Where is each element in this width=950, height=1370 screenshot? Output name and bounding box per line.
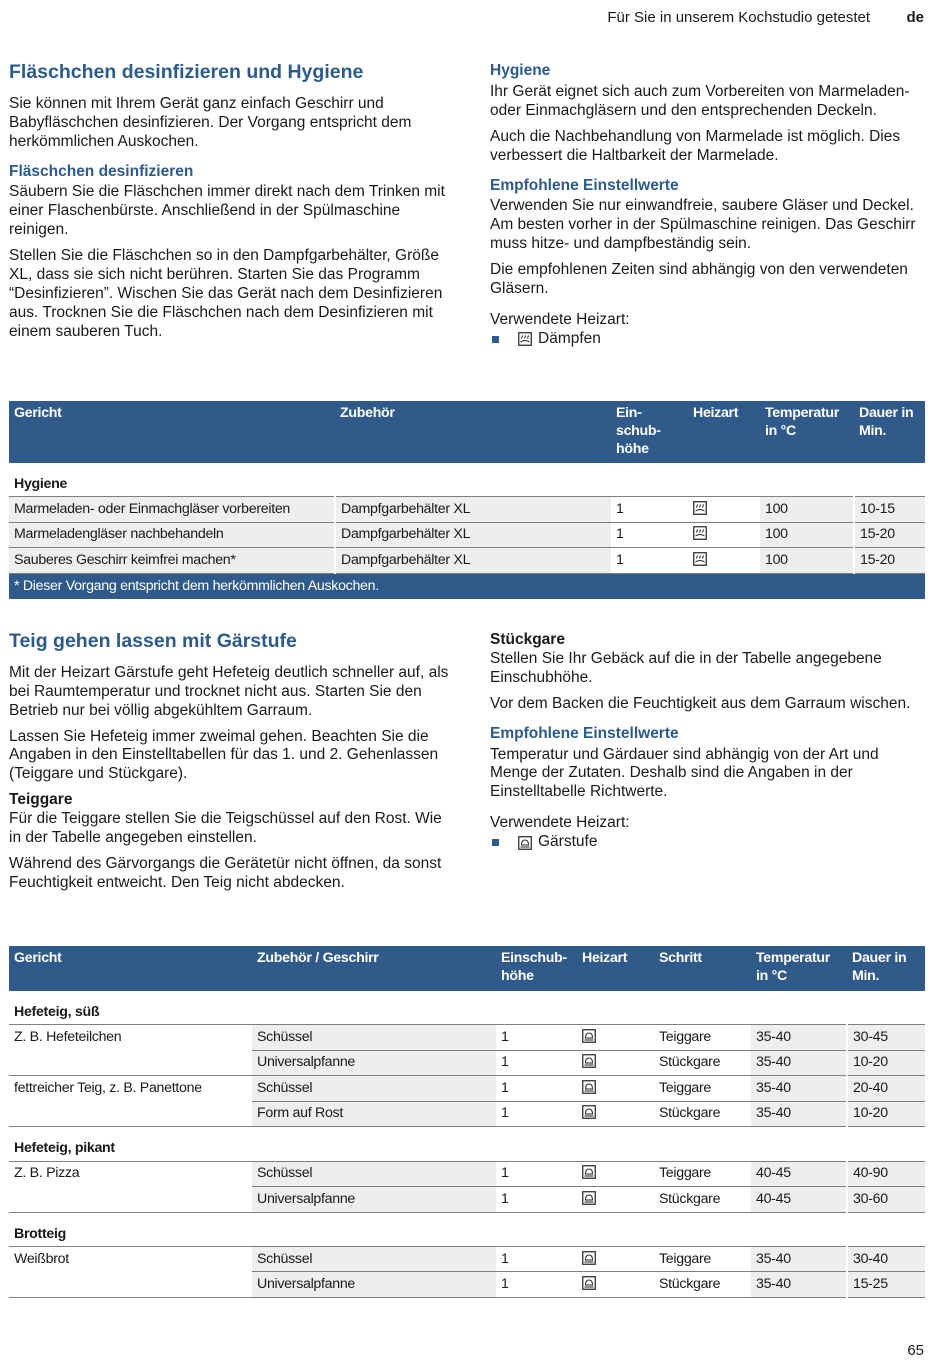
bullet-square [492, 336, 499, 343]
heizart-item [490, 833, 930, 852]
cell-accessory: Schüssel [252, 1076, 496, 1102]
cell-time: 20-40 [847, 1076, 925, 1102]
col-header-level: Einschub- höhe [496, 946, 577, 991]
cell-accessory: Universalpfanne [252, 1187, 496, 1213]
paragraph: Stellen Sie Ihr Gebäck auf die in der Tabelle angegebene Einschubhöhe. [490, 649, 882, 686]
cell-step: Stückgare [654, 1187, 751, 1213]
cell-dish: Marmeladengläser nachbehandeln [9, 522, 335, 548]
table-row [9, 1025, 925, 1051]
paragraph: Auch die Nachbehandlung von Marmelade ist möglich. Dies verbessert die Haltbarkeit der Marmelade. [490, 127, 901, 164]
group-heading: Brotteig [9, 1212, 925, 1246]
proofing-heat-icon [577, 1076, 654, 1102]
col-header-temp: Temperatur in °C [760, 401, 854, 463]
cell-temp: 100 [760, 497, 854, 523]
col-header-time: Dauer in Min. [847, 946, 925, 991]
subheading: Stückgare [490, 631, 565, 648]
proofing-heat-icon [518, 836, 532, 850]
cell-time: 30-40 [847, 1246, 925, 1272]
col-header-dish: Gericht [9, 401, 335, 463]
cell-level: 1 [496, 1272, 577, 1298]
cell-step: Teiggare [654, 1025, 751, 1051]
col-header-accessory: Zubehör [335, 401, 611, 463]
cell-time: 10-20 [847, 1050, 925, 1076]
section-title: Teig gehen lassen mit Gärstufe [9, 630, 297, 652]
paragraph: Stellen Sie die Fläschchen so in den Dampfgarbehälter, Größe XL, dass sie sich nicht berühren. Starten Sie das Programm “Desinfizieren”. Wischen Sie das Gerät nach dem Desinfizieren aus. Trocknen Sie die Fläschchen nach dem Desinfizieren mit einem sauberen Tuch. [9, 247, 443, 340]
cell-step: Stückgare [654, 1050, 751, 1076]
cell-level: 1 [496, 1187, 577, 1213]
heizart-label: Verwendete Heizart: [490, 310, 630, 328]
steam-heat-icon [688, 522, 760, 548]
section-proofing-left [9, 630, 449, 900]
steam-heat-icon [518, 332, 532, 346]
group-heading: Hygiene [9, 463, 925, 497]
cell-step: Stückgare [654, 1272, 751, 1298]
cell-temp: 35-40 [751, 1076, 847, 1102]
subheading: Teiggare [9, 791, 73, 809]
table-row [9, 1076, 925, 1102]
cell-accessory: Universalpfanne [252, 1050, 496, 1076]
proofing-heat-icon [577, 1272, 654, 1298]
table-row [9, 1050, 925, 1076]
cell-time: 10-20 [847, 1101, 925, 1127]
cell-accessory: Dampfgarbehälter XL [335, 548, 611, 574]
cell-temp: 35-40 [751, 1272, 847, 1298]
cell-accessory: Universalpfanne [252, 1272, 496, 1298]
paragraph: Für die Teiggare stellen Sie die Teigschüssel auf den Rost. Wie in der Tabelle angegeben einstellen. [9, 810, 442, 847]
heizart-item [490, 330, 930, 349]
cell-step: Teiggare [654, 1246, 751, 1272]
proofing-heat-icon [577, 1161, 654, 1187]
cell-dish [9, 1101, 252, 1127]
proofing-heat-icon [577, 1101, 654, 1127]
cell-accessory: Dampfgarbehälter XL [335, 497, 611, 523]
cell-dish: Z. B. Pizza [14, 1165, 80, 1182]
col-header-level: Ein- schub- höhe [611, 401, 688, 463]
paragraph: Sie können mit Ihrem Gerät ganz einfach Geschirr und Babyfläschchen desinfizieren. Der Vorgang entspricht dem herkömmlichen Auskochen. [9, 94, 412, 150]
cell-time: 15-20 [854, 548, 925, 574]
proofing-settings-table [9, 946, 925, 1298]
cell-time: 10-15 [854, 497, 925, 523]
cell-time: 30-60 [847, 1187, 925, 1213]
section-disinfect-left [9, 61, 449, 349]
cell-accessory: Schüssel [252, 1025, 496, 1051]
table-row [9, 1101, 925, 1127]
cell-accessory: Dampfgarbehälter XL [335, 522, 611, 548]
subheading: Empfohlene Einstellwerte [490, 176, 679, 194]
cell-temp: 40-45 [751, 1161, 847, 1187]
cell-temp: 35-40 [751, 1025, 847, 1051]
cell-temp: 35-40 [751, 1246, 847, 1272]
cell-dish: Z. B. Hefeteilchen [14, 1029, 122, 1046]
bullet-square [492, 839, 499, 846]
proofing-heat-icon [577, 1246, 654, 1272]
group-heading: Hefeteig, pikant [9, 1127, 925, 1161]
cell-level: 1 [496, 1246, 577, 1272]
cell-level: 1 [496, 1161, 577, 1187]
col-header-heating: Heizart [688, 401, 760, 463]
table-row [9, 1272, 925, 1298]
heizart-name: Dämpfen [538, 329, 601, 347]
cell-time: 15-20 [854, 522, 925, 548]
proofing-heat-icon [577, 1050, 654, 1076]
paragraph: Die empfohlenen Zeiten sind abhängig von den verwendeten Gläsern. [490, 261, 908, 298]
paragraph: Temperatur und Gärdauer sind abhängig von der Art und Menge der Zutaten. Deshalb sind die Angaben in der Einstelltabelle Richtwerte. [490, 745, 879, 801]
cell-temp: 100 [760, 548, 854, 574]
col-header-step: Schritt [654, 946, 751, 991]
cell-level: 1 [496, 1050, 577, 1076]
subheading: Hygiene [490, 62, 551, 79]
table-row [9, 1161, 925, 1187]
cell-temp: 35-40 [751, 1050, 847, 1076]
subheading: Empfohlene Einstellwerte [490, 724, 679, 742]
page-number: 65 [907, 1341, 924, 1359]
paragraph: Lassen Sie Hefeteig immer zweimal gehen. Beachten Sie die Angaben in den Einstelltabellen für das 1. und 2. Gehenlassen (Teiggare und Stückgare). [9, 727, 439, 783]
section-title: Fläschchen desinfizieren und Hygiene [9, 61, 364, 83]
cell-dish: Sauberes Geschirr keimfrei machen* [9, 548, 335, 574]
section-hygiene-right [490, 62, 930, 349]
cell-level: 1 [611, 548, 688, 574]
col-header-dish: Gericht [9, 946, 252, 991]
heizart-label: Verwendete Heizart: [490, 814, 630, 832]
heizart-name: Gärstufe [538, 833, 598, 851]
steam-heat-icon [688, 497, 760, 523]
cell-step: Teiggare [654, 1076, 751, 1102]
cell-level: 1 [611, 522, 688, 548]
cell-dish [9, 1050, 252, 1076]
cell-temp: 35-40 [751, 1101, 847, 1127]
proofing-heat-icon [577, 1187, 654, 1213]
group-heading: Hefeteig, süß [9, 991, 925, 1025]
cell-dish [9, 1272, 252, 1298]
paragraph: Während des Gärvorgangs die Gerätetür nicht öffnen, da sonst Feuchtigkeit entweicht. Den Teig nicht abdecken. [9, 854, 442, 891]
cell-accessory: Form auf Rost [252, 1101, 496, 1127]
cell-time: 15-25 [847, 1272, 925, 1298]
cell-level: 1 [496, 1076, 577, 1102]
table-row [9, 1187, 925, 1213]
hygiene-settings-table [9, 401, 925, 599]
cell-time: 40-90 [847, 1161, 925, 1187]
cell-level: 1 [496, 1101, 577, 1127]
paragraph: Mit der Heizart Gärstufe geht Hefeteig deutlich schneller auf, als bei Raumtemperatur und trocknet nicht aus. Starten Sie den Betrieb nur bei völlig abgekühltem Garraum. [9, 663, 449, 719]
cell-step: Teiggare [654, 1161, 751, 1187]
cell-time: 30-45 [847, 1025, 925, 1051]
col-header-temp: Temperatur in °C [751, 946, 847, 991]
paragraph: Ihr Gerät eignet sich auch zum Vorbereiten von Marmeladen- oder Einmachgläsern und den entsprechenden Deckeln. [490, 82, 910, 119]
cell-temp: 40-45 [751, 1187, 847, 1213]
cell-dish: fettreicher Teig, z. B. Panettone [14, 1080, 202, 1097]
cell-step: Stückgare [654, 1101, 751, 1127]
table-row [9, 522, 925, 548]
table-row [9, 497, 925, 523]
cell-temp: 100 [760, 522, 854, 548]
language-tag: de [906, 9, 924, 26]
cell-dish [9, 1187, 252, 1213]
cell-dish: Marmeladen- oder Einmachgläser vorbereiten [9, 497, 335, 523]
col-header-heating: Heizart [577, 946, 654, 991]
cell-level: 1 [611, 497, 688, 523]
col-header-accessory: Zubehör / Geschirr [252, 946, 496, 991]
section-proofing-right [490, 631, 930, 852]
paragraph: Säubern Sie die Fläschchen immer direkt nach dem Trinken mit einer Flaschenbürste. Anschließend in der Spülmaschine reinigen. [9, 183, 445, 239]
table-row [9, 1246, 925, 1272]
running-header: Für Sie in unserem Kochstudio getestet [607, 9, 870, 26]
table-row [9, 548, 925, 574]
cell-level: 1 [496, 1025, 577, 1051]
cell-accessory: Schüssel [252, 1246, 496, 1272]
paragraph: Verwenden Sie nur einwandfreie, saubere Gläser und Deckel. Am besten vorher in der Spülmaschine reinigen. Das Geschirr muss hitze- und dampfbeständig sein. [490, 197, 916, 253]
subheading: Fläschchen desinfizieren [9, 162, 194, 180]
cell-dish: Weißbrot [14, 1250, 69, 1267]
steam-heat-icon [688, 548, 760, 574]
table-footnote: * Dieser Vorgang entspricht dem herkömmlichen Auskochen. [9, 573, 925, 599]
proofing-heat-icon [577, 1025, 654, 1051]
paragraph: Vor dem Backen die Feuchtigkeit aus dem Garraum wischen. [490, 694, 911, 712]
cell-accessory: Schüssel [252, 1161, 496, 1187]
col-header-time: Dauer in Min. [854, 401, 925, 463]
